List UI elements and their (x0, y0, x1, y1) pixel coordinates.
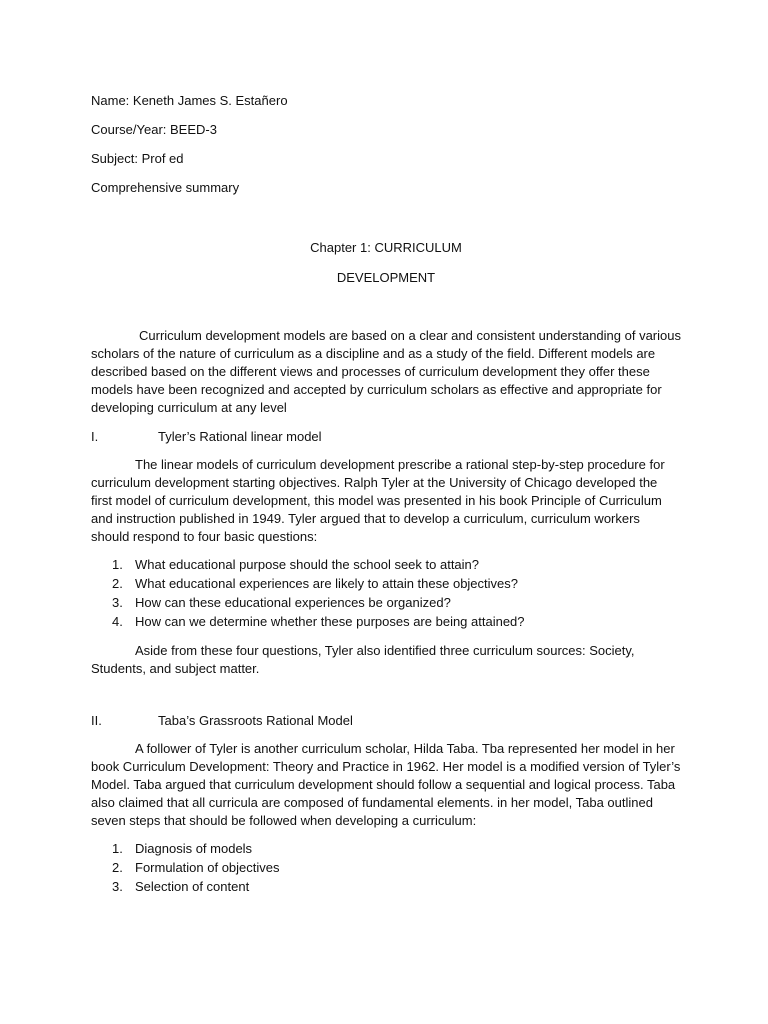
list-text: How can we determine whether these purposes are being attained? (135, 614, 525, 629)
chapter-subtitle: DEVELOPMENT (336, 270, 436, 285)
course-year: Course/Year: BEED-3 (91, 122, 217, 137)
section-numeral: II. (91, 713, 102, 728)
list-number: 3. (112, 595, 123, 610)
list-text: Selection of content (135, 879, 250, 894)
list-number: 3. (112, 879, 123, 894)
list-item (91, 878, 681, 897)
list-text: What educational purpose should the school seek to attain? (135, 557, 480, 572)
document-content (91, 92, 681, 897)
numbered-list (91, 840, 681, 897)
section-body: A follower of Tyler is another curriculum scholar, Hilda Taba. Tba represented her model in her book Curriculum Development: Theory and Practice in 1962. Her model is a modified version of Tyler’s Model. Taba argued that curriculum development should follow a sequential and logical process. Taba also claimed that all curricula are composed of fundamental elements. in her model, Taba outlined seven steps that should be followed when developing a curriculum: (91, 741, 681, 828)
list-text: What educational experiences are likely to attain these objectives? (135, 576, 518, 591)
list-text: How can these educational experiences be organized? (135, 595, 451, 610)
subject: Subject: Prof ed (91, 151, 184, 166)
section-heading (91, 712, 681, 730)
list-item (91, 840, 681, 859)
list-number: 1. (112, 841, 123, 856)
list-item (91, 594, 681, 613)
list-item (91, 613, 681, 632)
list-item (91, 556, 681, 575)
section-heading (91, 428, 681, 446)
numbered-list (91, 556, 681, 632)
list-number: 2. (112, 576, 123, 591)
list-text: Formulation of objectives (135, 860, 280, 875)
document-type: Comprehensive summary (91, 180, 240, 195)
list-item (91, 859, 681, 878)
list-item (91, 575, 681, 594)
section-closing-paragraph: Aside from these four questions, Tyler also identified three curriculum sources: Society, Students, and subject matter. (91, 643, 635, 676)
section-title: Tyler’s Rational linear model (158, 429, 322, 444)
list-number: 2. (112, 860, 123, 875)
chapter-title: Chapter 1: CURRICULUM (310, 240, 462, 255)
list-number: 1. (112, 557, 123, 572)
section-numeral: I. (91, 429, 99, 444)
intro-paragraph: Curriculum development models are based on a clear and consistent understanding of various scholars of the nature of curriculum as a discipline and as a study of the field. Different models are described based on the different views and processes of curriculum development they offer these models have been recognized and accepted by curriculum scholars as effective and appropriate for developing curriculum at any level (91, 328, 681, 415)
list-number: 4. (112, 614, 123, 629)
list-text: Diagnosis of models (135, 841, 253, 856)
section-body: The linear models of curriculum development prescribe a rational step-by-step procedure for curriculum development starting objectives. Ralph Tyler at the University of Chicago developed the first model of curriculum development, this model was presented in his book Principle of Curriculum and instruction published in 1949. Tyler argued that to develop a curriculum, curriculum workers should respond to four basic questions: (91, 457, 665, 544)
section-title: Taba’s Grassroots Rational Model (158, 713, 353, 728)
student-name: Name: Keneth James S. Estañero (91, 93, 288, 108)
